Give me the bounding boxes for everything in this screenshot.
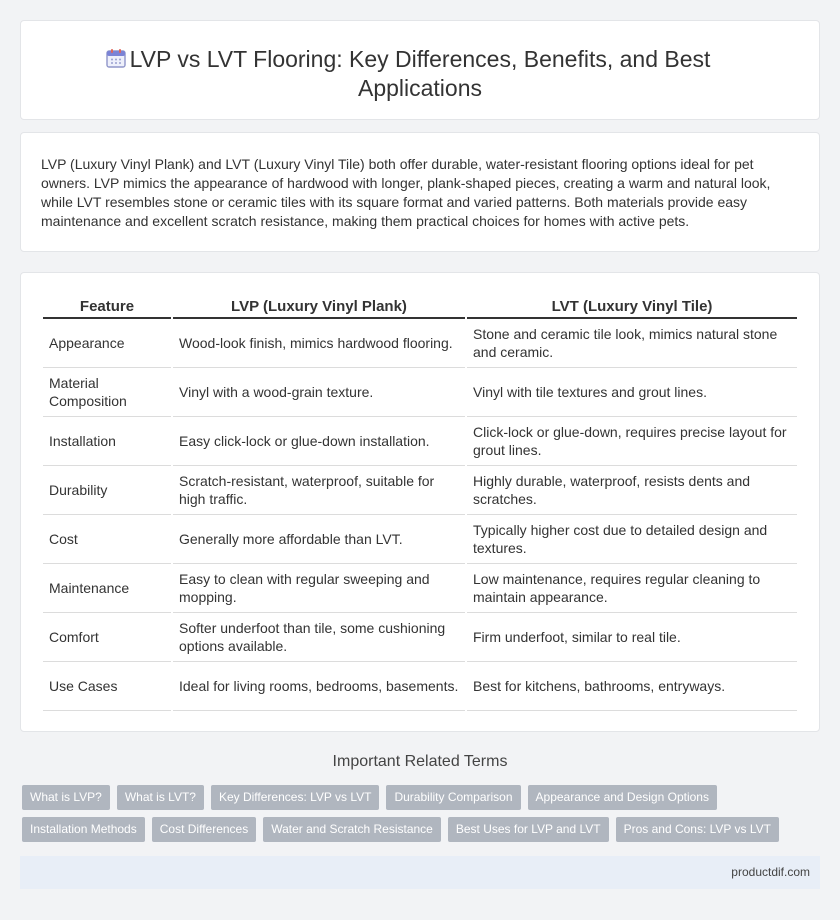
feature-cell: Use Cases xyxy=(43,662,171,711)
feature-cell: Cost xyxy=(43,515,171,564)
footer-site-link[interactable]: productdif.com xyxy=(731,865,810,879)
feature-cell: Comfort xyxy=(43,613,171,662)
feature-cell: Appearance xyxy=(43,319,171,368)
table-row xyxy=(43,662,797,711)
table-row xyxy=(43,368,797,417)
related-term-tag[interactable]: What is LVT? xyxy=(117,785,204,810)
related-terms-title: Important Related Terms xyxy=(332,753,508,770)
lvp-cell: Softer underfoot than tile, some cushioning options available. xyxy=(173,613,465,662)
related-term-tag[interactable]: Water and Scratch Resistance xyxy=(263,817,441,842)
table-row xyxy=(43,319,797,368)
related-term-tag[interactable]: Durability Comparison xyxy=(386,785,520,810)
feature-cell: Durability xyxy=(43,466,171,515)
lvt-cell: Vinyl with tile textures and grout lines. xyxy=(467,368,797,417)
lvt-cell: Click-lock or glue-down, requires precise layout for grout lines. xyxy=(467,417,797,466)
lvp-cell: Vinyl with a wood-grain texture. xyxy=(173,368,465,417)
feature-cell: Material Composition xyxy=(43,368,171,417)
lvt-cell: Firm underfoot, similar to real tile. xyxy=(467,613,797,662)
intro-card xyxy=(20,132,820,252)
feature-cell: Installation xyxy=(43,417,171,466)
table-header-row xyxy=(43,295,797,319)
lvp-cell: Easy click-lock or glue-down installation. xyxy=(173,417,465,466)
related-term-tag[interactable]: What is LVP? xyxy=(22,785,110,810)
intro-paragraph: LVP (Luxury Vinyl Plank) and LVT (Luxury Vinyl Tile) both offer durable, water-resistant flooring options ideal for pet owners. LVP mimics the appearance of hardwood with longer, plank-shaped pieces, creating a warm and natural look, while LVT resembles stone or ceramic tiles with its square format and varied patterns. Both materials provide easy maintenance and excellent scratch resistance, making them practical choices for homes with active pets. xyxy=(41,156,771,229)
page-title: LVP vs LVT Flooring: Key Differences, Benefits, and Best Applications xyxy=(129,46,711,101)
header-lvt: LVT (Luxury Vinyl Tile) xyxy=(467,295,797,319)
related-terms-list xyxy=(22,785,812,842)
comparison-card xyxy=(20,272,820,732)
lvp-cell: Easy to clean with regular sweeping and mopping. xyxy=(173,564,465,613)
feature-cell: Maintenance xyxy=(43,564,171,613)
table-row xyxy=(43,417,797,466)
lvp-cell: Generally more affordable than LVT. xyxy=(173,515,465,564)
lvp-cell: Wood-look finish, mimics hardwood flooring. xyxy=(173,319,465,368)
lvt-cell: Best for kitchens, bathrooms, entryways. xyxy=(467,662,797,711)
lvp-cell: Ideal for living rooms, bedrooms, basements. xyxy=(173,662,465,711)
lvt-cell: Highly durable, waterproof, resists dents and scratches. xyxy=(467,466,797,515)
footer xyxy=(20,856,820,889)
table-row xyxy=(43,466,797,515)
related-term-tag[interactable]: Pros and Cons: LVP vs LVT xyxy=(616,817,779,842)
table-row xyxy=(43,613,797,662)
lvt-cell: Stone and ceramic tile look, mimics natural stone and ceramic. xyxy=(467,319,797,368)
comparison-table xyxy=(41,295,799,711)
lvt-cell: Low maintenance, requires regular cleaning to maintain appearance. xyxy=(467,564,797,613)
related-term-tag[interactable]: Key Differences: LVP vs LVT xyxy=(211,785,380,810)
header-feature: Feature xyxy=(43,295,171,319)
related-term-tag[interactable]: Best Uses for LVP and LVT xyxy=(448,817,609,842)
header-lvp: LVP (Luxury Vinyl Plank) xyxy=(173,295,465,319)
lvp-cell: Scratch-resistant, waterproof, suitable for high traffic. xyxy=(173,466,465,515)
header-card xyxy=(20,20,820,120)
table-row xyxy=(43,515,797,564)
lvt-cell: Typically higher cost due to detailed design and textures. xyxy=(467,515,797,564)
table-row xyxy=(43,564,797,613)
related-term-tag[interactable]: Cost Differences xyxy=(152,817,256,842)
related-term-tag[interactable]: Installation Methods xyxy=(22,817,145,842)
related-term-tag[interactable]: Appearance and Design Options xyxy=(528,785,717,810)
